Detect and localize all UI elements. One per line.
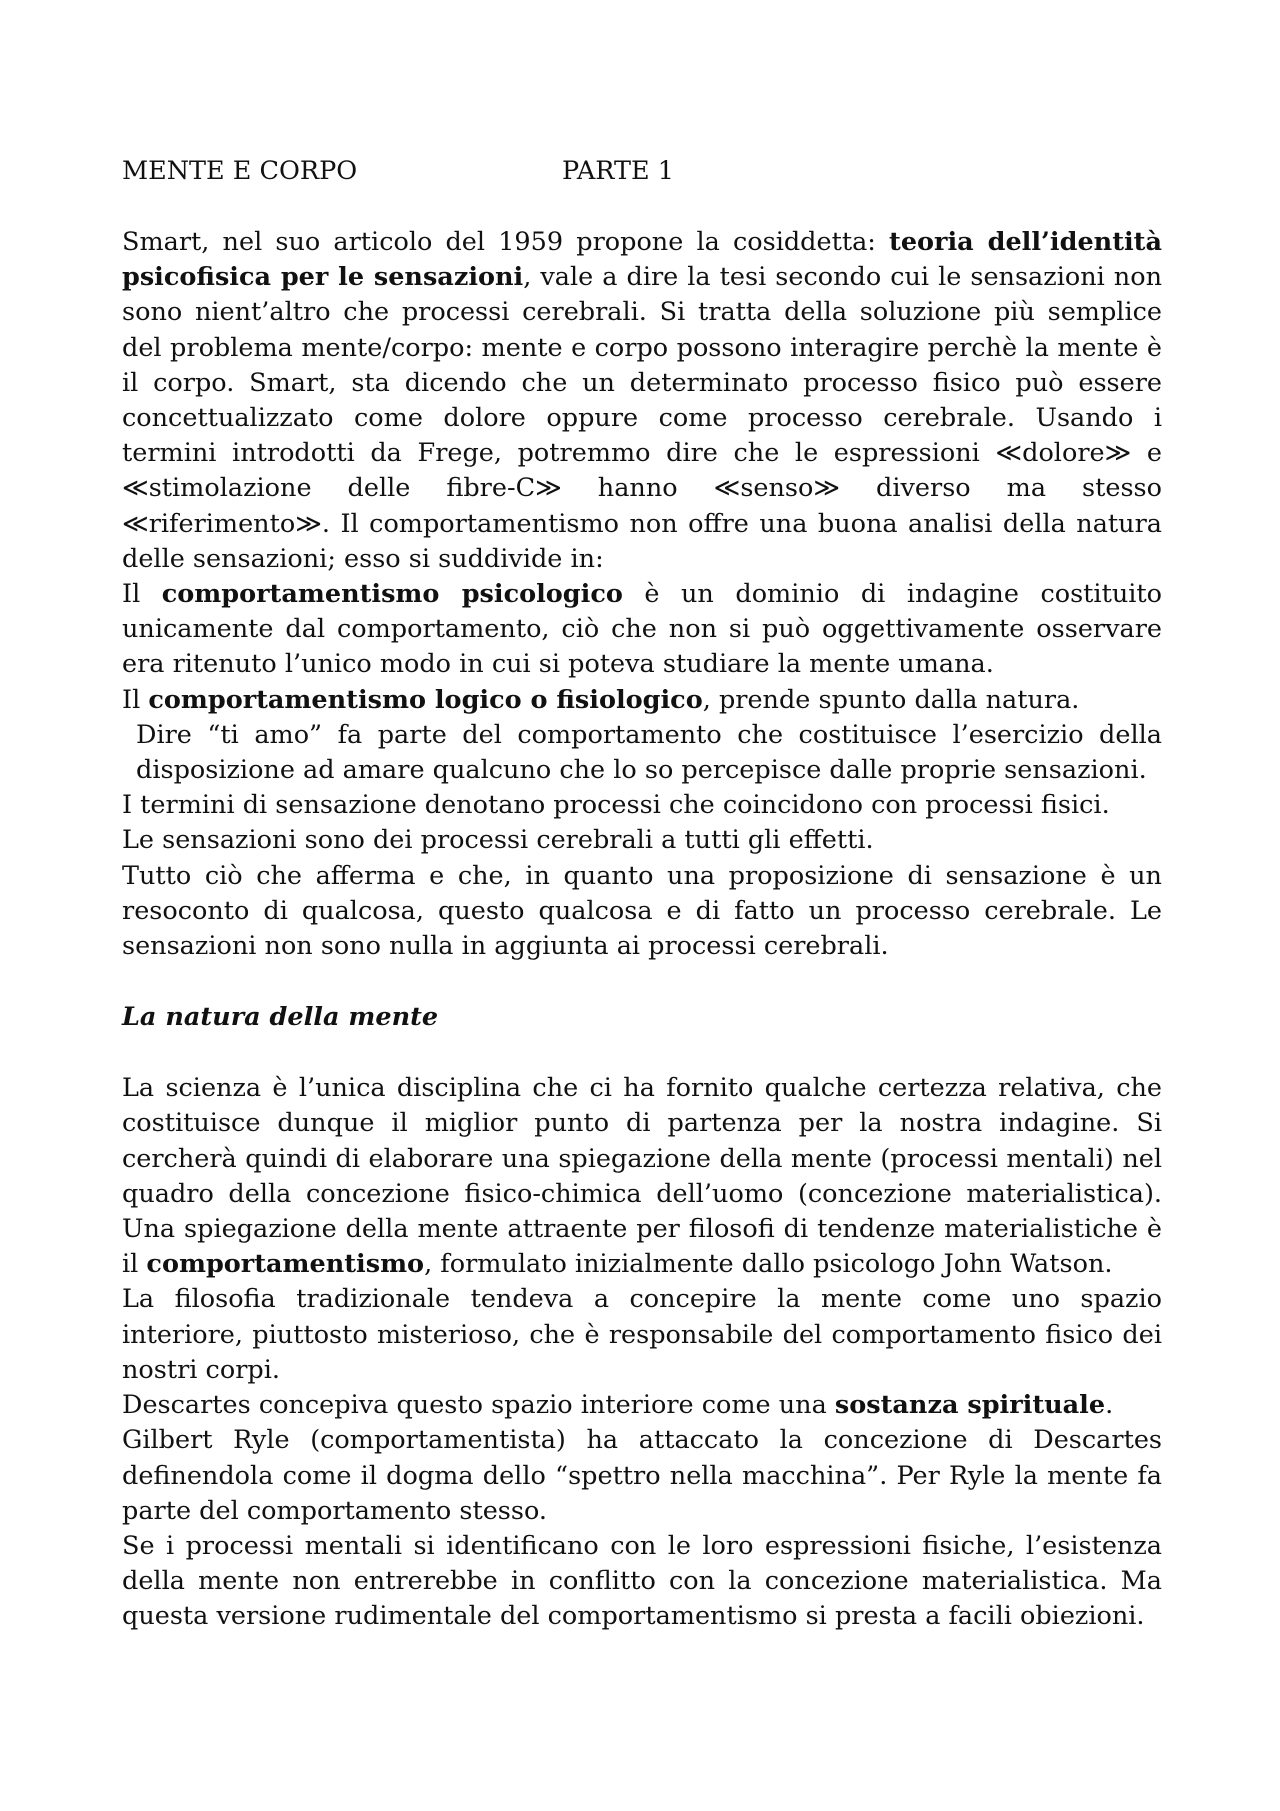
- paragraph-tutto: Tutto ciò che afferma e che, in quanto una proposizione di sensazione è un resoconto di qualcosa, questo qualcosa e di fatto un processo cerebrale. Le sensazioni non sono nulla in aggiunta ai processi cerebrali.: [122, 860, 1162, 962]
- bold-term: sostanza spirituale: [834, 1390, 1106, 1421]
- section-title: La natura della mente: [122, 1002, 439, 1033]
- paragraph-text: La scienza è l’unica disciplina che ci ha fornito qualche certezza relativa, che costituisce dunque il miglior punto di partenza per la nostra indagine. Si cercherà quindi di elaborare una spiegazione della mente (processi mentali) nel quadro della concezione fisico-chimica dell’uomo (concezione materialistica). Una spiegazione della mente attraente per filosofi di tendenze materialistiche è il: [122, 1073, 1162, 1280]
- paragraph-text: , prende spunto dalla natura.: [702, 684, 1080, 715]
- paragraph-text: è un dominio di indagine costituito unicamente dal comportamento, ciò che non si può oggettivamente osservare era ritenuto l’unico modo in cui si poteva studiare la mente umana.: [122, 579, 1163, 680]
- document-header: [122, 154, 1162, 189]
- paragraph-sensazioni: Le sensazioni sono dei processi cerebrali a tutti gli effetti.: [122, 825, 874, 856]
- paragraph-termini: I termini di sensazione denotano processi che coincidono con processi fisici.: [122, 790, 1110, 821]
- header-title: MENTE E CORPO: [122, 156, 358, 186]
- paragraph-filosofia: La filosofia tradizionale tendeva a concepire la mente come uno spazio interiore, piuttosto misterioso, che è responsabile del comportamento fisico dei nostri corpi.: [122, 1284, 1162, 1385]
- paragraph-smart: [122, 225, 1162, 577]
- paragraph-text: Il: [122, 684, 149, 715]
- paragraph-text: Descartes concepiva questo spazio interiore come una: [122, 1390, 835, 1421]
- paragraph-text: , vale a dire la tesi secondo cui le sensazioni non sono nient’altro che processi cerebrali. Si tratta della soluzione più semplice del problema mente/corpo: mente e corpo possono interagire perchè la mente è il corpo. Smart, sta dicendo che un determinato processo fisico può essere concettualizzato come dolore oppure come processo cerebrale. Usando i termini introdotti da Frege, potremmo dire che le espressioni ≪dolore≫ e ≪stimolazione delle fibre-C≫ hanno ≪senso≫ diverso ma stesso ≪riferimento≫. Il comportamentismo non offre una buona analisi della natura delle sensazioni; esso si suddivide in:: [122, 262, 1163, 574]
- paragraph-text: .: [1105, 1390, 1114, 1421]
- header-part: PARTE 1: [562, 156, 674, 186]
- paragraph-scienza: [122, 1071, 1162, 1282]
- bold-term: comportamentismo logico o fisiologico: [148, 684, 703, 715]
- paragraph-processi: Se i processi mentali si identificano con le loro espressioni fisiche, l’esistenza della mente non entrerebbe in conflitto con la concezione materialistica. Ma questa versione rudimentale del comportamentismo si presta a facili obiezioni.: [122, 1530, 1162, 1632]
- paragraph-logico: [122, 683, 1162, 718]
- paragraph-descartes: [122, 1388, 1162, 1423]
- bold-term: teoria dell’identità psicofisica per le sensazioni: [122, 227, 1162, 293]
- bold-term: comportamentismo psicologico: [161, 579, 623, 610]
- paragraph-text: , formulato inizialmente dallo psicologo John Watson.: [424, 1249, 1113, 1280]
- paragraph-text: Il: [122, 579, 162, 610]
- paragraph-ti-amo: Dire “ti amo” fa parte del comportamento che costituisce l’esercizio della disposizione ad amare qualcuno che lo so percepisce dalle proprie sensazioni.: [136, 719, 1162, 786]
- bold-term: comportamentismo: [146, 1249, 425, 1280]
- paragraph-ryle: Gilbert Ryle (comportamentista) ha attaccato la concezione di Descartes definendola come il dogma dello “spettro nella macchina”. Per Ryle la mente fa parte del comportamento stesso.: [122, 1425, 1162, 1526]
- document-page: [122, 154, 1162, 1635]
- paragraph-text: Smart, nel suo articolo del 1959 propone la cosiddetta:: [122, 227, 890, 257]
- paragraph-psicologico: [122, 577, 1162, 683]
